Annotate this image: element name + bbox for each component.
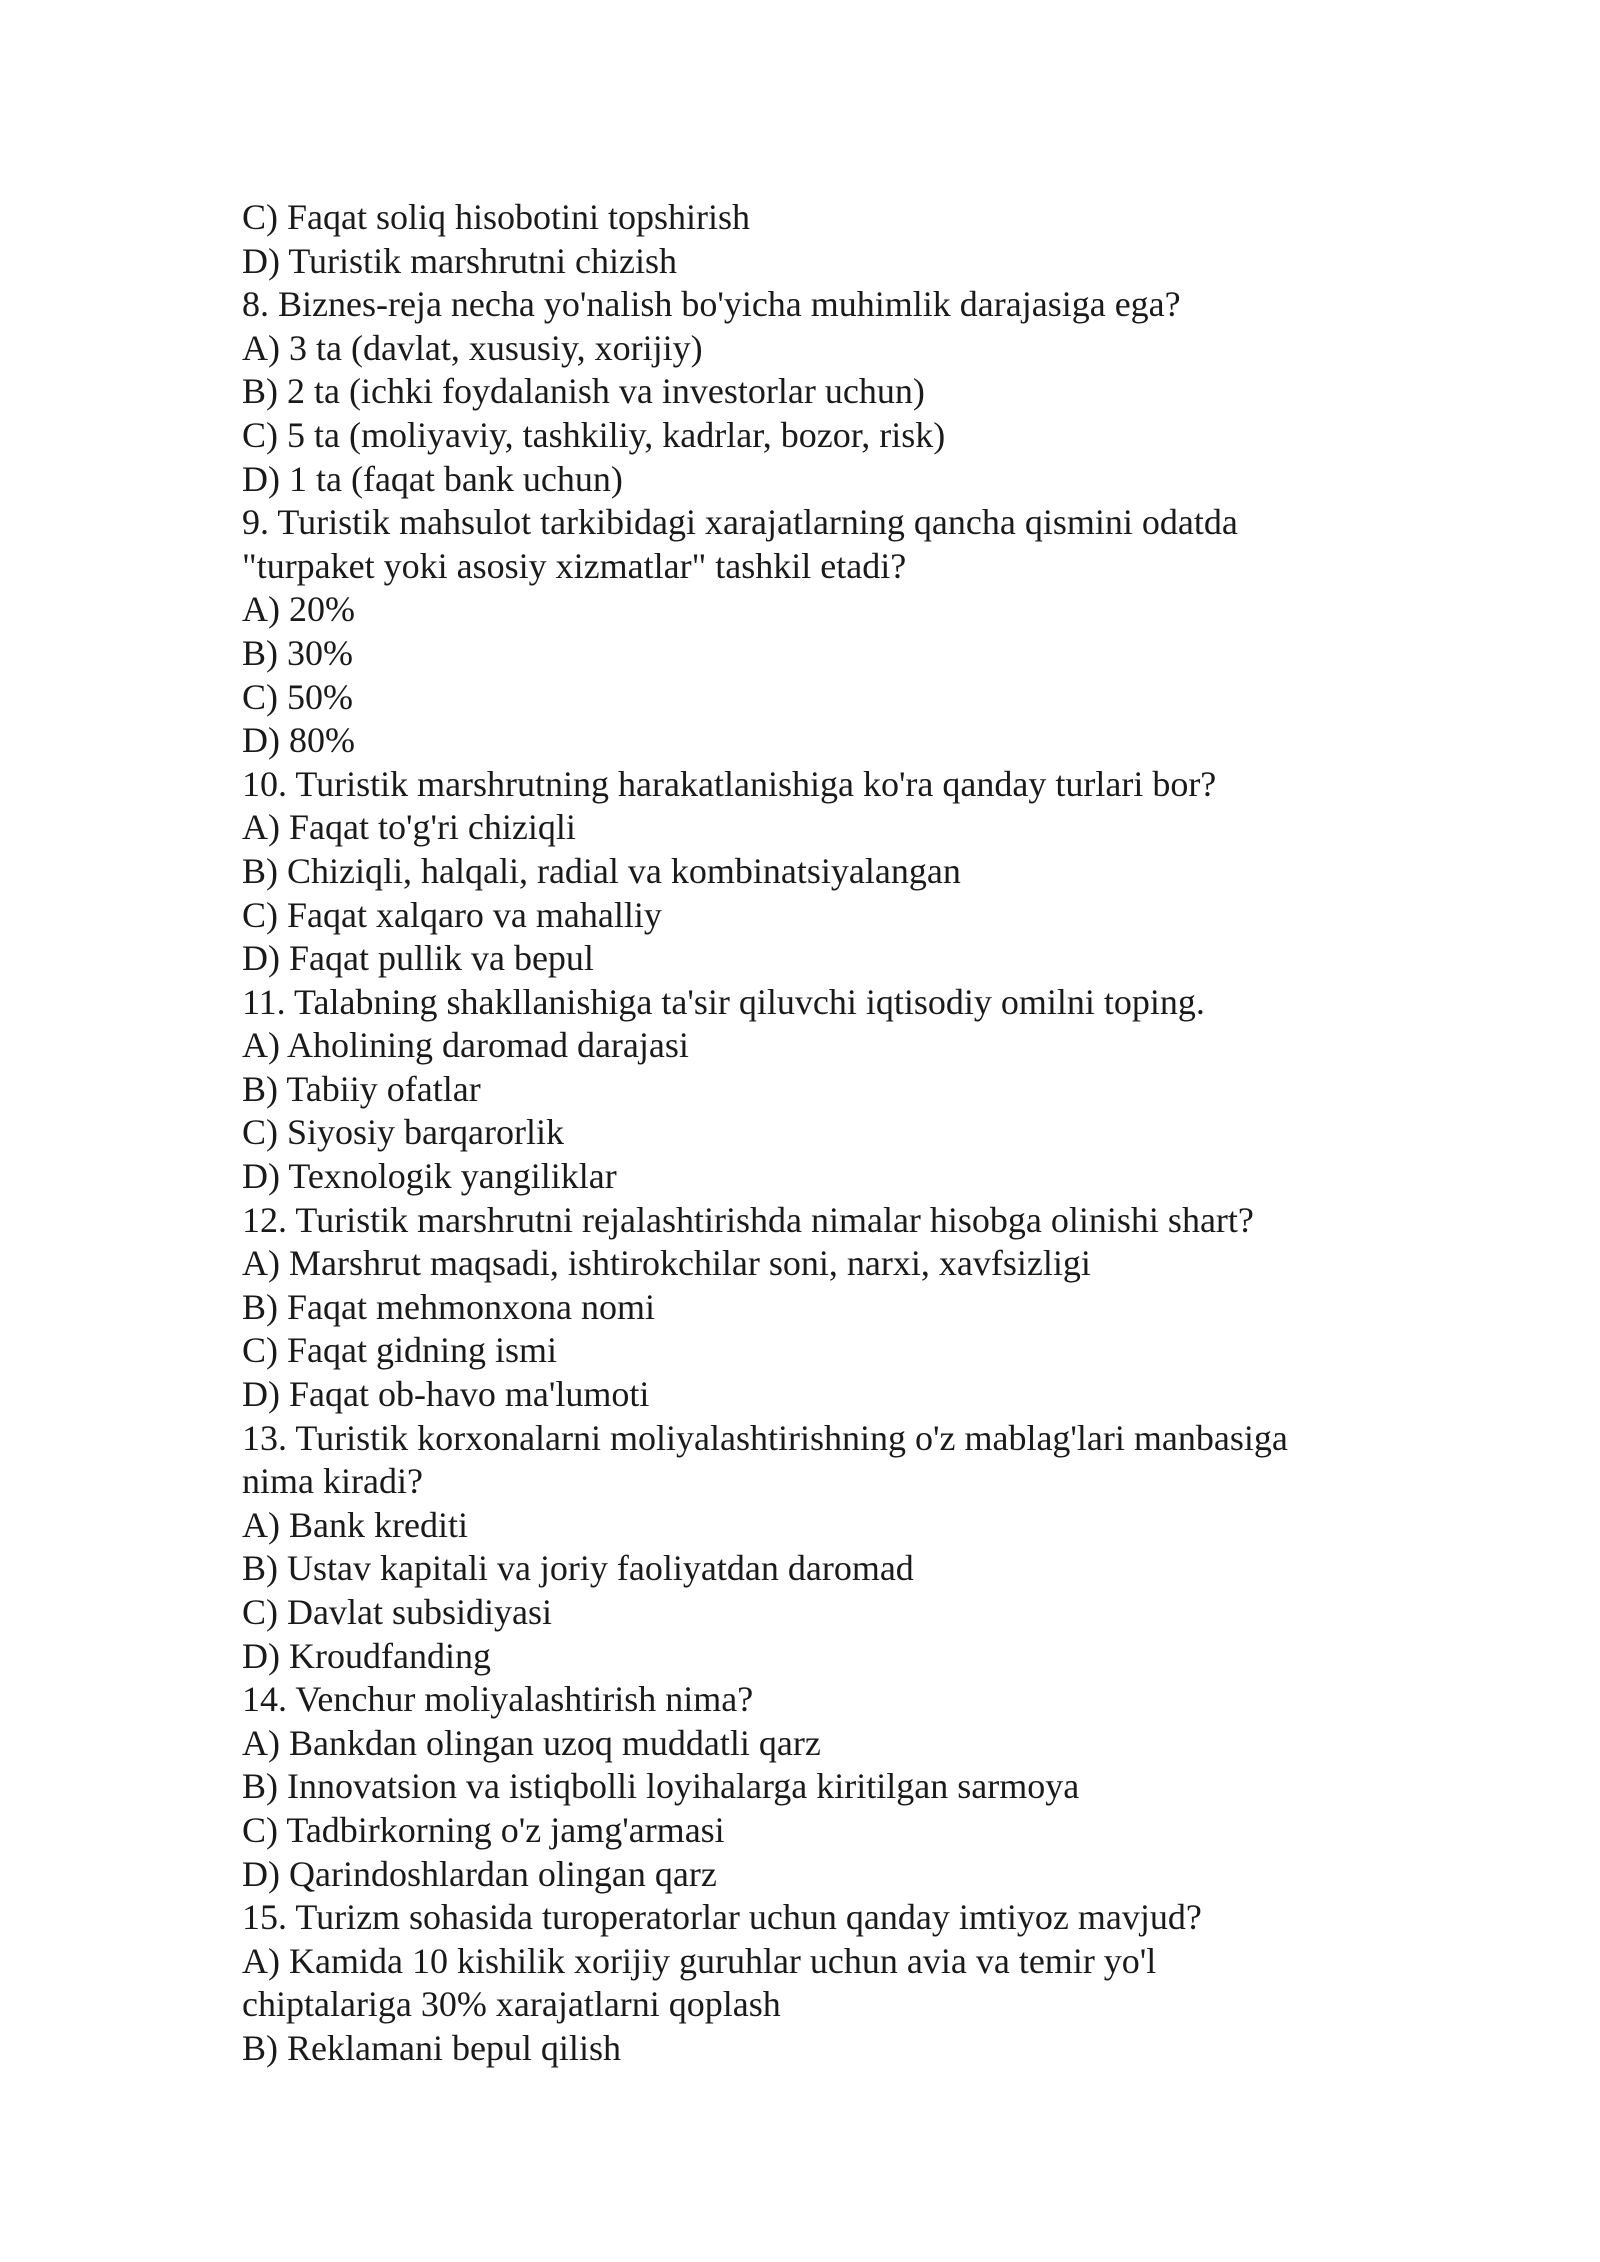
- answer-option: D) Qarindoshlardan olingan qarz: [242, 1853, 717, 1894]
- question-text: nima kiradi?: [242, 1461, 423, 1502]
- answer-option: C) 50%: [242, 676, 353, 717]
- answer-option: A) Aholining daromad darajasi: [242, 1025, 689, 1066]
- answer-option: A) 20%: [242, 589, 355, 630]
- answer-option: D) 1 ta (faqat bank uchun): [242, 458, 623, 499]
- answer-option: D) 80%: [242, 720, 355, 761]
- answer-option: D) Kroudfanding: [242, 1635, 491, 1676]
- document-text: [242, 196, 1402, 2071]
- answer-option: B) Chiziqli, halqali, radial va kombinatsiyalangan: [242, 850, 961, 891]
- answer-option: A) Faqat to'g'ri chiziqli: [242, 807, 576, 848]
- answer-option: B) Innovatsion va istiqbolli loyihalarga kiritilgan sarmoya: [242, 1766, 1080, 1807]
- answer-option: B) 30%: [242, 632, 353, 673]
- answer-option: D) Faqat ob-havo ma'lumoti: [242, 1374, 650, 1415]
- answer-option: D) Turistik marshrutni chizish: [242, 240, 678, 281]
- answer-option: B) Tabiiy ofatlar: [242, 1068, 481, 1109]
- answer-option: B) Reklamani bepul qilish: [242, 2027, 621, 2068]
- question-text: "turpaket yoki asosiy xizmatlar" tashkil etadi?: [242, 545, 907, 586]
- answer-option: C) Siyosiy barqarorlik: [242, 1112, 564, 1153]
- answer-option: C) 5 ta (moliyaviy, tashkiliy, kadrlar, bozor, risk): [242, 414, 946, 455]
- answer-option: C) Faqat soliq hisobotini topshirish: [242, 197, 751, 237]
- answer-option: C) Davlat subsidiyasi: [242, 1592, 552, 1632]
- answer-option: chiptalariga 30% xarajatlarni qoplash: [242, 1984, 781, 2025]
- answer-option: D) Faqat pullik va bepul: [242, 938, 594, 979]
- answer-option: B) 2 ta (ichki foydalanish va investorlar uchun): [242, 371, 925, 412]
- question-text: 14. Venchur moliyalashtirish nima?: [242, 1679, 754, 1720]
- question-text: 8. Biznes-reja necha yo'nalish bo'yicha muhimlik darajasiga ega?: [242, 284, 1181, 325]
- answer-option: A) Bankdan olingan uzoq muddatli qarz: [242, 1722, 821, 1763]
- question-text: 12. Turistik marshrutni rejalashtirishda nimalar hisobga olinishi shart?: [242, 1199, 1254, 1240]
- answer-option: C) Faqat xalqaro va mahalliy: [242, 894, 662, 935]
- answer-option: A) Marshrut maqsadi, ishtirokchilar soni, narxi, xavfsizligi: [242, 1243, 1091, 1284]
- question-text: 9. Turistik mahsulot tarkibidagi xarajatlarning qancha qismini odatda: [242, 502, 1238, 543]
- answer-option: B) Ustav kapitali va joriy faoliyatdan daromad: [242, 1548, 914, 1589]
- answer-option: A) Kamida 10 kishilik xorijiy guruhlar uchun avia va temir yo'l: [242, 1940, 1157, 1981]
- question-text: 11. Talabning shakllanishiga ta'sir qiluvchi iqtisodiy omilni toping.: [242, 981, 1205, 1022]
- question-text: 13. Turistik korxonalarni moliyalashtirishning o'z mablag'lari manbasiga: [242, 1417, 1288, 1458]
- answer-option: B) Faqat mehmonxona nomi: [242, 1286, 655, 1327]
- answer-option: A) Bank krediti: [242, 1504, 468, 1545]
- answer-option: A) 3 ta (davlat, xususiy, xorijiy): [242, 327, 703, 368]
- question-text: 15. Turizm sohasida turoperatorlar uchun qanday imtiyoz mavjud?: [242, 1897, 1202, 1938]
- answer-option: C) Faqat gidning ismi: [242, 1330, 557, 1371]
- answer-option: D) Texnologik yangiliklar: [242, 1156, 617, 1197]
- question-text: 10. Turistik marshrutning harakatlanishiga ko'ra qanday turlari bor?: [242, 763, 1217, 804]
- answer-option: C) Tadbirkorning o'z jamg'armasi: [242, 1809, 725, 1850]
